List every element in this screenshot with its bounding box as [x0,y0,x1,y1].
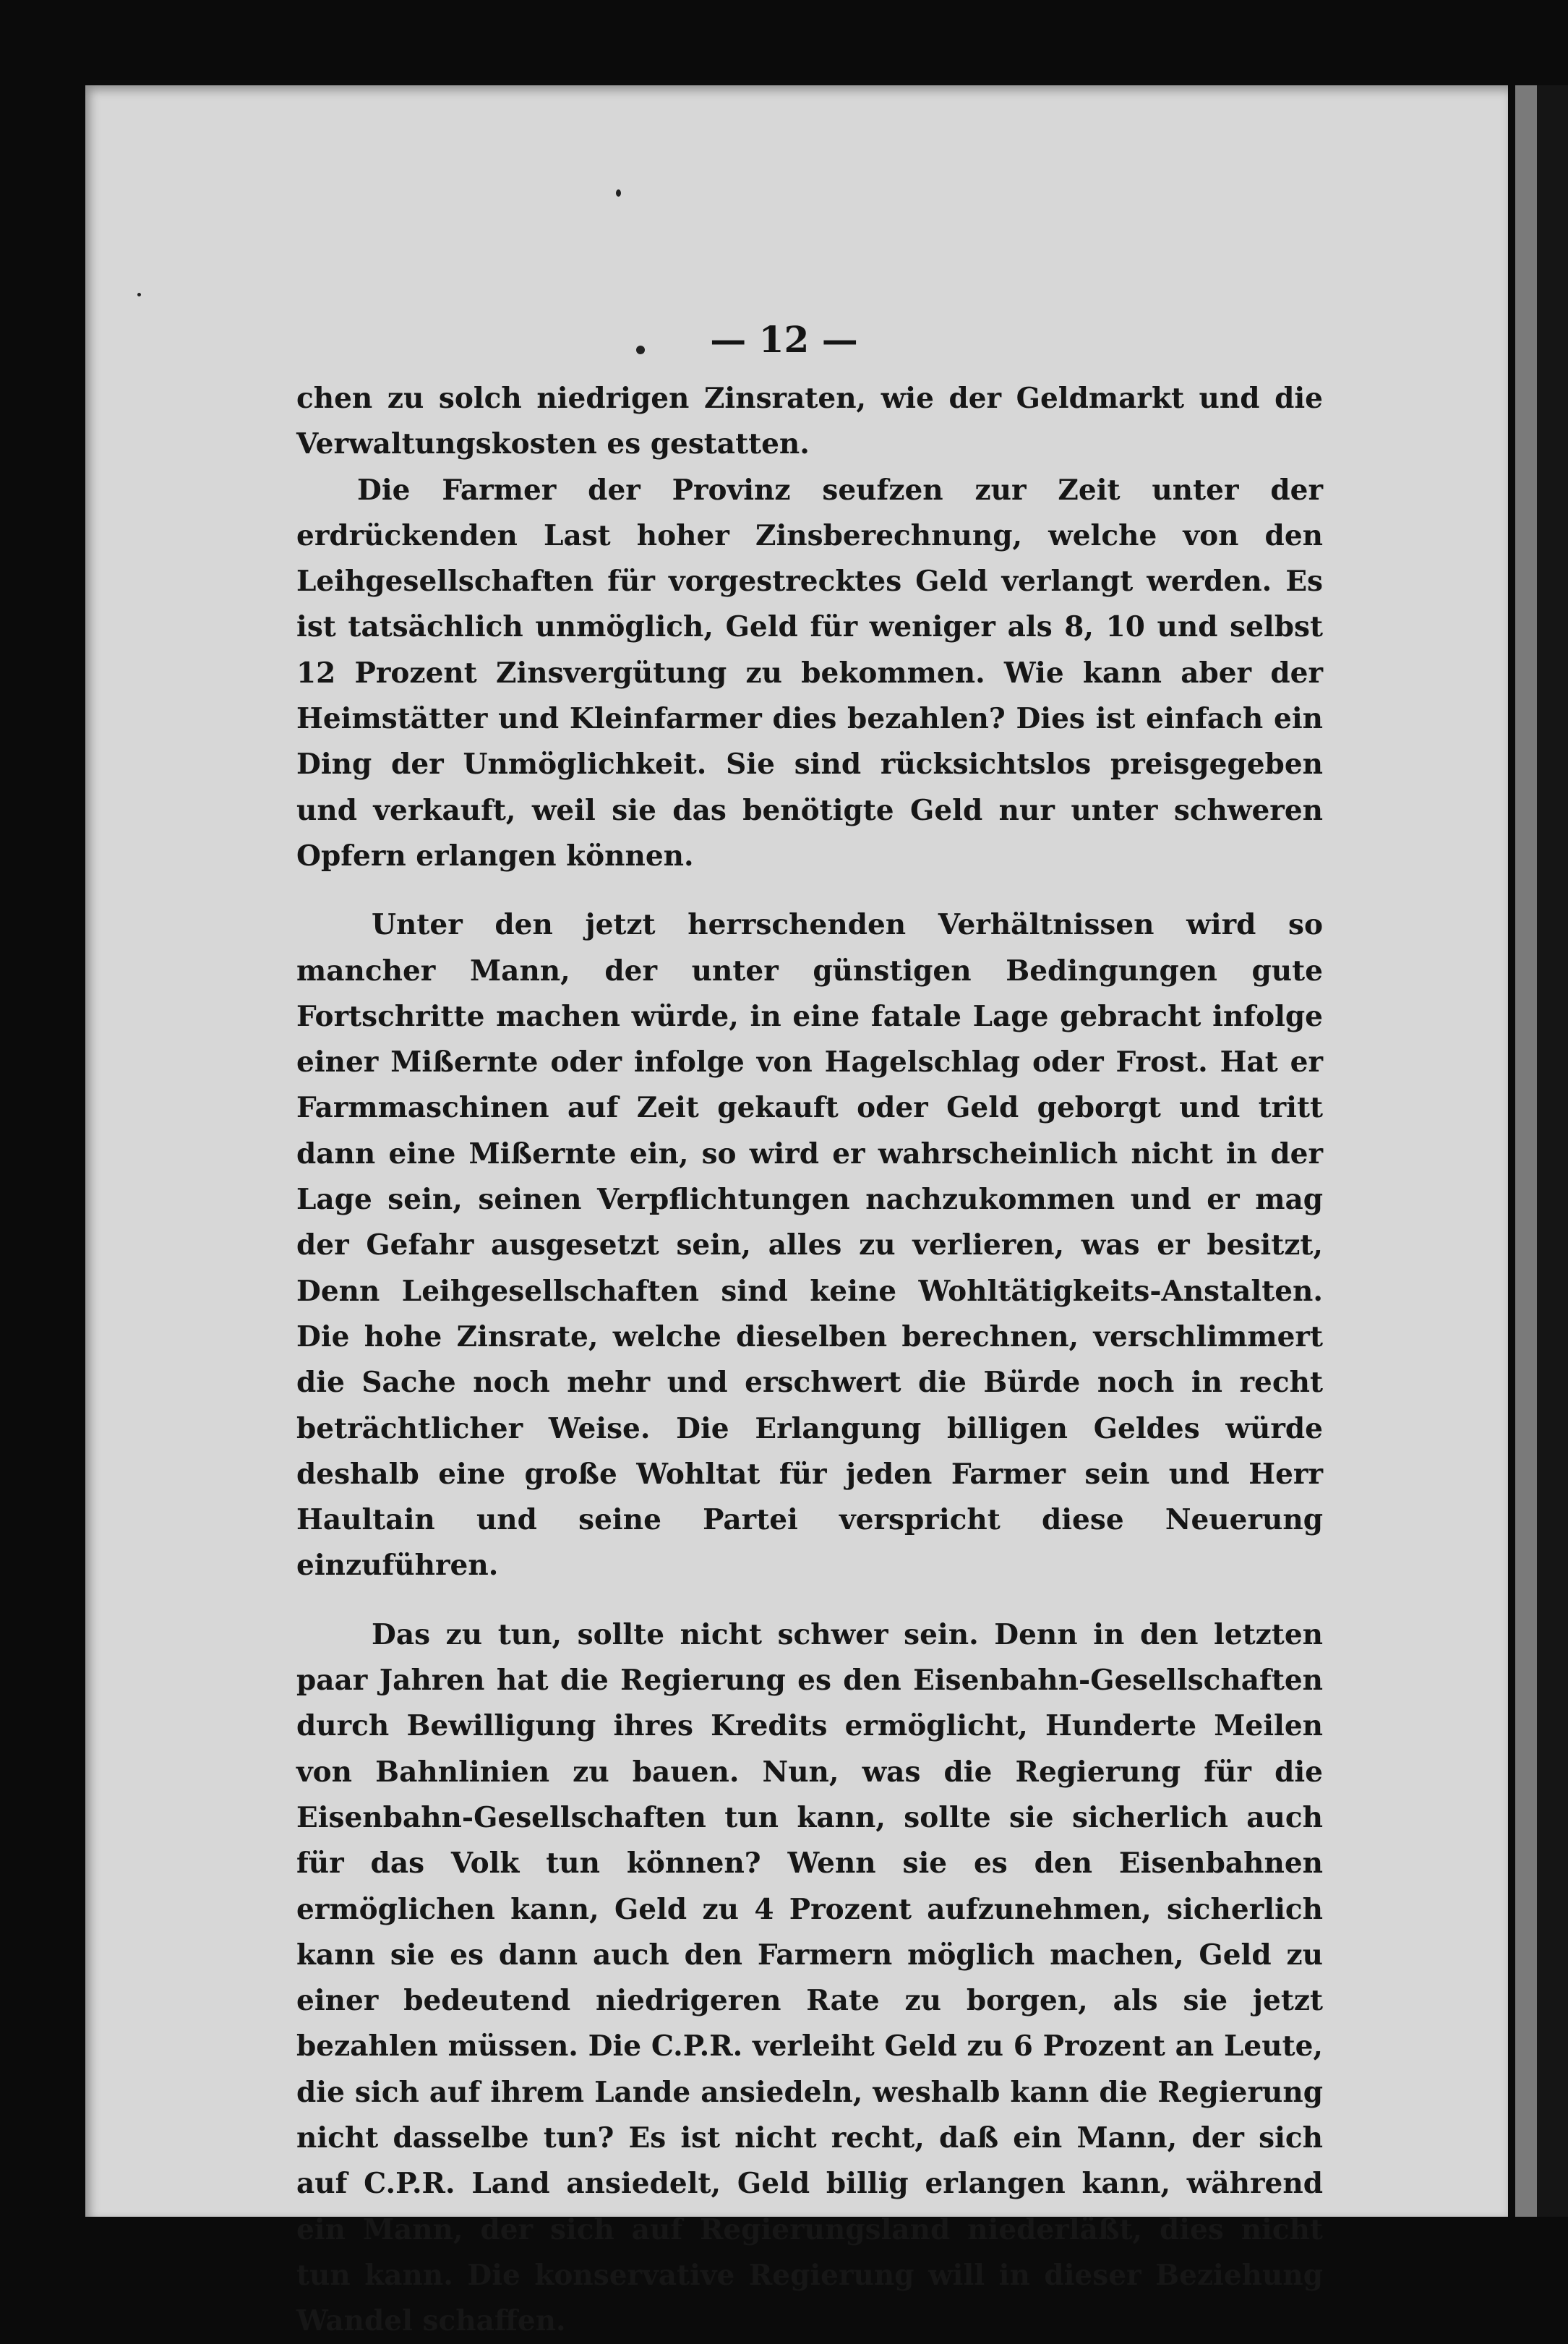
ink-speck [616,189,621,197]
page-number: — 12 — [710,318,858,361]
paragraph-2: Die Farmer der Provinz seufzen zur Zeit unter der erdrückenden Last hoher Zinsberechnung, welche von den Leihgesellschaften für vorgestrecktes Geld verlangt werden. Es ist tatsächlich unmöglich, Geld für weniger als 8, 10 und selbst 12 Prozent Zinsvergütung zu bekommen. Wie kann aber der Heimstätter und Kleinfarmer dies bezahlen? Dies ist einfach ein Ding der Unmöglichkeit. Sie sind rücksichtslos preisgegeben und verkauft, weil sie das benötigte Geld nur unter schweren Opfern erlangen können. [296,473,1323,873]
body-text [296,376,1323,2344]
page-edge [1515,85,1537,2217]
ink-speck [137,293,141,296]
paragraph-1: chen zu solch niedrigen Zinsraten, wie der Geldmarkt und die Verwaltungskosten es gestatten. [296,382,1323,461]
paragraph-4: Das zu tun, sollte nicht schwer sein. Denn in den letzten paar Jahren hat die Regierung es den Eisenbahn-Gesellschaften durch Bewilligung ihres Kredits ermöglicht, Hunderte Meilen von Bahnlinien zu bauen. Nun, was die Regierung für die Eisenbahn-Gesellschaften tun kann, sollte sie sicherlich auch für das Volk tun können? Wenn sie es den Eisenbahnen ermöglichen kann, Geld zu 4 Prozent aufzunehmen, sicherlich kann sie es dann auch den Farmern möglich machen, Geld zu einer bedeutend niedrigeren Rate zu borgen, als sie jetzt bezahlen müssen. Die C.P.R. verleiht Geld zu 6 Prozent an Leute, die sich auf ihrem Lande ansiedeln, weshalb kann die Regierung nicht dasselbe tun? Es ist nicht recht, daß ein Mann, der sich auf C.P.R. Land ansiedelt, Geld billig erlangen kann, während ein Mann, der sich auf Regierungsland niederläßt, dies nicht tun kann. Die konservative Regierung will in dieser Beziehung Wandel schaffen. [296,1617,1323,2338]
scan-border [1537,85,1568,2217]
paragraph-3: Unter den jetzt herrschenden Verhältnissen wird so mancher Mann, der unter günstigen Bedingungen gute Fortschritte machen würde, in eine fatale Lage gebracht infolge einer Mißernte oder infolge von Hagelschlag oder Frost. Hat er Farmmaschinen auf Zeit gekauft oder Geld geborgt und tritt dann eine Mißernte ein, so wird er wahrscheinlich nicht in der Lage sein, seinen Verpflichtungen nachzukommen und er mag der Gefahr ausgesetzt sein, alles zu verlieren, was er besitzt, Denn Leihgesellschaften sind keine Wohltätigkeits-Anstalten. Die hohe Zinsrate, welche dieselben berechnen, verschlimmert die Sache noch mehr und erschwert die Bürde noch in recht beträchtlicher Weise. Die Erlangung billigen Geldes würde deshalb eine große Wohltat für jeden Farmer sein und Herr Haultain und seine Partei verspricht diese Neuerung einzuführen. [296,908,1323,1583]
